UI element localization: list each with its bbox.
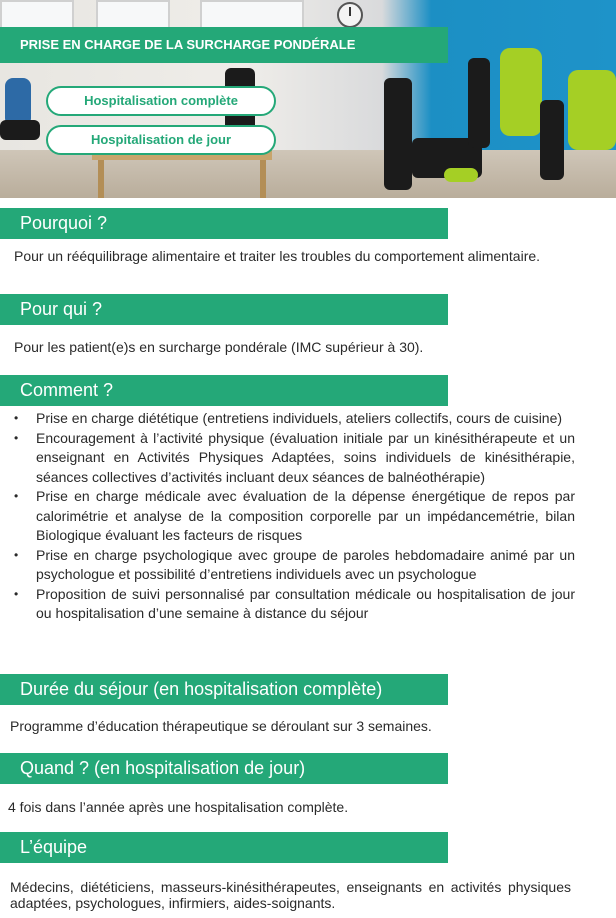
list-item: • Prise en charge médicale avec évaluation de la dépense énergétique de repos par calorimétrie et analyse de la composition corporelle par un impédancemétrie, bilan Biologique évaluant les facteurs de risques: [14, 487, 575, 546]
gym-seat: [568, 70, 616, 150]
section-heading-pour-qui: Pour qui ?: [0, 294, 448, 325]
section-heading-quand: Quand ? (en hospitalisation de jour): [0, 753, 448, 784]
section-heading-equipe: L’équipe: [0, 832, 448, 863]
gym-machine: [468, 58, 490, 148]
section-heading-duree: Durée du séjour (en hospitalisation complète): [0, 674, 448, 705]
gym-seat: [5, 78, 31, 126]
section-heading-pourquoi: Pourquoi ?: [0, 208, 448, 239]
section-text-quand: 4 fois dans l’année après une hospitalisation complète.: [8, 799, 349, 815]
section-text-pourquoi: Pour un rééquilibrage alimentaire et traiter les troubles du comportement alimentaire.: [14, 248, 541, 264]
gym-machine: [540, 100, 564, 180]
gym-seat: [500, 48, 542, 136]
comment-list: [14, 409, 575, 624]
list-item: • Proposition de suivi personnalisé par consultation médicale ou hospitalisation de jour ou hospitalisation d’une semaine à distance du séjour: [14, 585, 575, 624]
section-text-pour-qui: Pour les patient(e)s en surcharge pondérale (IMC supérieur à 30).: [14, 339, 424, 355]
link-hospitalisation-complete[interactable]: Hospitalisation complète: [46, 86, 276, 116]
gym-machine: [384, 78, 412, 190]
section-heading-comment: Comment ?: [0, 375, 448, 406]
clock-icon: [337, 2, 363, 28]
list-item: • Prise en charge diététique (entretiens individuels, ateliers collectifs, cours de cuisine): [14, 409, 575, 429]
list-item: • Encouragement à l’activité physique (évaluation initiale par un kinésithérapeute et un enseignant en Activités Physiques Adaptées, soins individuels de kinésithérapie, séances collectives d’activités incluant deux séances de balnéothérapie): [14, 429, 575, 488]
link-hospitalisation-de-jour[interactable]: Hospitalisation de jour: [46, 125, 276, 155]
gym-pedal: [444, 168, 478, 182]
page-title: PRISE EN CHARGE DE LA SURCHARGE PONDÉRALE: [0, 27, 448, 63]
table-leg: [260, 160, 266, 198]
section-text-equipe: Médecins, diététiciens, masseurs-kinésithérapeutes, enseignants en activités physiques adaptées, psychologues, infirmiers, aides-soignants.: [10, 879, 571, 911]
section-text-duree: Programme d’éducation thérapeutique se déroulant sur 3 semaines.: [10, 718, 432, 734]
list-item: • Prise en charge psychologique avec groupe de paroles hebdomadaire animé par un psychologue et possibilité d’entretiens individuels avec un psychologue: [14, 546, 575, 585]
gym-machine: [0, 120, 40, 140]
table-leg: [98, 160, 104, 198]
